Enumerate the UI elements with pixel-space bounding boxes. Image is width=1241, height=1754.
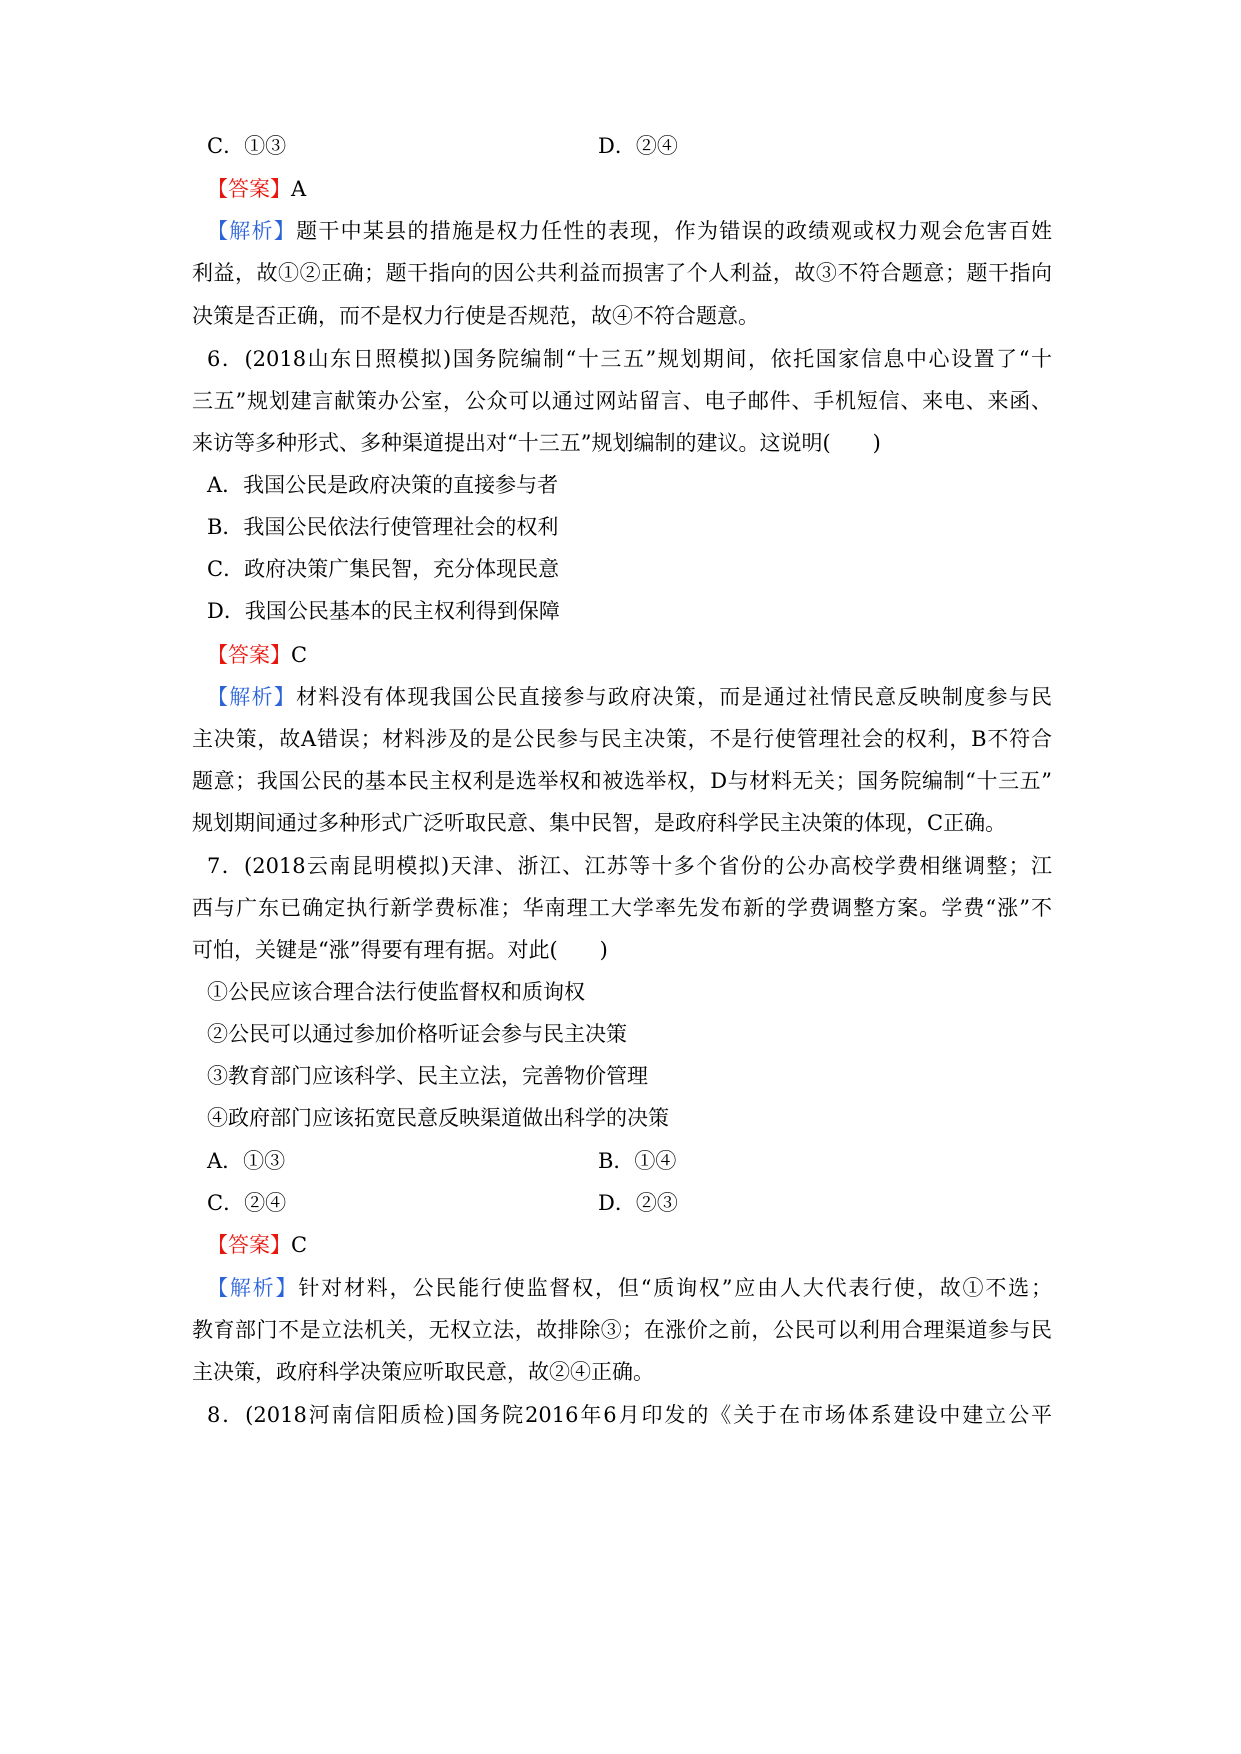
analysis-tag: 【解析】 <box>207 1276 299 1300</box>
question-7-option-a: A．①③ <box>207 1149 286 1173</box>
analysis-line: 题意；我国公民的基本民主权利是选举权和被选举权，D与材料无关；国务院编制“十三五” <box>192 769 1052 793</box>
question-6-line: 来访等多种形式、多种渠道提出对“十三五”规划编制的建议。这说明( ) <box>192 431 881 455</box>
question-7-option-c: C．②④ <box>207 1191 287 1215</box>
question-6-line: 6．(2018山东日照模拟)国务院编制“十三五”规划期间，依托国家信息中心设置了“十 <box>207 347 1052 371</box>
question-7-option-d: D．②③ <box>598 1191 678 1215</box>
analysis-line: 利益，故①②正确；题干指向的因公共利益而损害了个人利益，故③不符合题意；题干指向 <box>192 261 1052 285</box>
analysis-line: 决策是否正确，而不是权力行使是否规范，故④不符合题意。 <box>192 304 759 328</box>
analysis-line: 主决策，故A错误；材料涉及的是公民参与民主决策，不是行使管理社会的权利，B不符合 <box>192 727 1052 751</box>
analysis-tag: 【解析】 <box>207 219 297 243</box>
option-c: C．①③ <box>207 134 287 158</box>
analysis-line: 【解析】针对材料，公民能行使监督权，但“质询权”应由人大代表行使，故①不选； <box>207 1276 1053 1300</box>
question-7-option-b: B．①④ <box>598 1149 677 1173</box>
answer-tag: 【答案】 <box>207 177 291 201</box>
question-6-option-c: C．政府决策广集民智，充分体现民意 <box>207 557 560 581</box>
analysis-line: 主决策，政府科学决策应听取民意，故②④正确。 <box>192 1360 654 1384</box>
analysis-line: 【解析】材料没有体现我国公民直接参与政府决策，而是通过社情民意反映制度参与民 <box>207 685 1053 709</box>
question-7-statement: ②公民可以通过参加价格听证会参与民主决策 <box>207 1022 627 1046</box>
question-6-option-a: A．我国公民是政府决策的直接参与者 <box>207 473 559 497</box>
answer-value: C <box>291 643 308 667</box>
answer-tag: 【答案】 <box>207 643 291 667</box>
question-6-line: 三五”规划建言献策办公室，公众可以通过网站留言、电子邮件、手机短信、来电、来函、 <box>192 389 1052 413</box>
question-8-line: 8．(2018河南信阳质检)国务院2016年6月印发的《关于在市场体系建设中建立公平 <box>207 1403 1052 1427</box>
answer-value: A <box>291 177 307 201</box>
question-7-line: 西与广东已确定执行新学费标准；华南理工大学率先发布新的学费调整方案。学费“涨”不 <box>192 896 1052 920</box>
analysis-line: 规划期间通过多种形式广泛听取民意、集中民智，是政府科学民主决策的体现，C正确。 <box>192 811 1007 835</box>
question-7-line: 可怕，关键是“涨”得要有理有据。对此( ) <box>192 938 608 962</box>
question-7-statement: ①公民应该合理合法行使监督权和质询权 <box>207 980 585 1004</box>
answer-line <box>207 640 307 670</box>
answer-tag: 【答案】 <box>207 1233 291 1257</box>
answer-line <box>207 174 306 204</box>
analysis-line: 【解析】题干中某县的措施是权力任性的表现，作为错误的政绩观或权力观会危害百姓 <box>207 219 1053 243</box>
question-6-option-d: D．我国公民基本的民主权利得到保障 <box>207 599 560 623</box>
answer-line <box>207 1230 307 1260</box>
analysis-tag: 【解析】 <box>207 685 297 709</box>
option-d: D．②④ <box>598 134 678 158</box>
question-7-statement: ④政府部门应该拓宽民意反映渠道做出科学的决策 <box>207 1106 669 1130</box>
question-7-statement: ③教育部门应该科学、民主立法，完善物价管理 <box>207 1064 648 1088</box>
analysis-line: 教育部门不是立法机关，无权立法，故排除③；在涨价之前，公民可以利用合理渠道参与民 <box>192 1318 1052 1342</box>
question-7-line: 7．(2018云南昆明模拟)天津、浙江、江苏等十多个省份的公办高校学费相继调整；江 <box>207 854 1052 878</box>
question-6-option-b: B．我国公民依法行使管理社会的权利 <box>207 515 559 539</box>
answer-value: C <box>291 1233 308 1257</box>
